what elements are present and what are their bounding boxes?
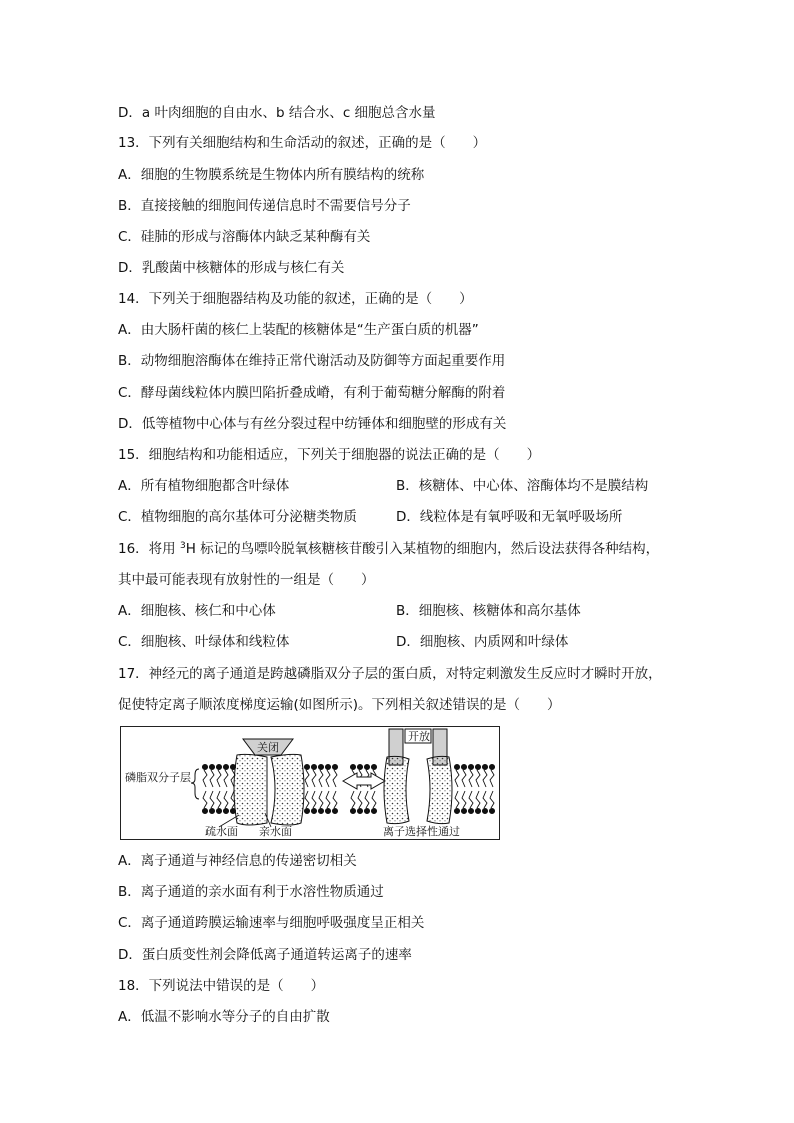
lipid-tail [217,770,221,787]
lipid-tail [365,791,369,808]
q15-option-a: A．所有植物细胞都含叶绿体 [118,478,290,494]
lipid-head [350,808,355,813]
lipid-head [332,764,337,769]
lipid-tail [203,770,207,787]
lipid-tail [217,791,221,808]
q15-option-c: C．植物细胞的高尔基体可分泌糖类物质 [118,509,357,525]
q17-stem-line2: 促使特定离子顺浓度梯度运输(如图所示)。下列相关叙述错误的是（ ） [118,697,561,713]
q18-option-a: A．低温不影响水等分子的自由扩散 [118,1009,330,1025]
q13-option-a: A．细胞的生物膜系统是生物体内所有膜结构的统称 [118,167,425,183]
q14-option-b: B．动物细胞溶酶体在维持正常代谢活动及防御等方面起重要作用 [118,353,506,369]
lipid-tail [305,791,309,808]
open-label: 开放 [408,730,430,743]
q16-stem [118,540,659,558]
q12-option-d: D．a 叶肉细胞的自由水、b 结合水、c 细胞总含水量 [118,105,436,121]
lipid-tail [312,791,316,808]
q15-option-d: D．线粒体是有氧呼吸和无氧呼吸场所 [396,509,623,525]
q17-option-d: D．蛋白质变性剂会降低离子通道转运离子的速率 [118,947,412,963]
lipid-head [318,764,323,769]
lipid-tail [319,791,323,808]
lipid-head [209,764,214,769]
lipid-tail [224,791,228,808]
lipid-tail [210,791,214,808]
q16-option-a: A．细胞核、核仁和中心体 [118,603,276,619]
lipid-head [489,808,494,813]
lipid-head [318,808,323,813]
lipid-head [468,764,473,769]
lipid-tail [462,791,466,808]
lipid-head [364,764,369,769]
q13-option-d: D．乳酸菌中核糖体的形成与核仁有关 [118,260,345,276]
lipid-head [454,808,459,813]
lipid-tail [490,770,494,787]
lipid-head [223,764,228,769]
closed-channel-left-subunit [234,754,267,825]
q13-option-b: B．直接接触的细胞间传递信息时不需要信号分子 [118,198,411,214]
lipid-head [223,808,228,813]
transition-double-arrow [343,773,385,789]
lipid-tail [483,770,487,787]
q15-option-b: B．核糖体、中心体、溶酶体均不是膜结构 [396,478,649,494]
lipid-head [209,808,214,813]
lipid-head [482,808,487,813]
lipid-head [371,808,376,813]
lipid-head [461,764,466,769]
lipid-head [216,808,221,813]
lipid-head [311,764,316,769]
lipid-head [489,764,494,769]
lipid-tail [462,770,466,787]
q17-option-c: C．离子通道跨膜运输速率与细胞呼吸强度呈正相关 [118,915,425,931]
lipid-head [371,764,376,769]
lipid-tail [333,770,337,787]
lipid-head [325,808,330,813]
lipid-tail [455,791,459,808]
lipid-head [332,808,337,813]
lipid-tail [469,770,473,787]
lipid-tail [210,770,214,787]
q13-option-c: C．硅肺的形成与溶酶体内缺乏某种酶有关 [118,229,371,245]
q14-option-d: D．低等植物中心体与有丝分裂过程中纺锤体和细胞壁的形成有关 [118,416,507,432]
lipid-tail [490,791,494,808]
q16-option-d: D．细胞核、内质网和叶绿体 [396,634,569,650]
lipid-tail [319,770,323,787]
lipid-head [357,808,362,813]
bilayer-label: 磷脂双分子层 [125,771,191,784]
lipid-head [350,764,355,769]
q15-stem: 15．细胞结构和功能相适应，下列关于细胞器的说法正确的是（ ） [118,447,541,463]
lipid-head [311,808,316,813]
lipid-tail [333,791,337,808]
q16-stem-post: H 标记的鸟嘌呤脱氧核糖核苷酸引入某植物的细胞内，然后设法获得各种结构， [185,541,660,557]
closed-channel-right-subunit [271,754,304,825]
closed-label: 关闭 [257,741,279,754]
selective-passage-label: 离子选择性通过 [383,825,460,838]
lipid-head [461,808,466,813]
lipid-head [482,764,487,769]
lipid-tail [455,770,459,787]
open-channel [384,729,452,824]
lipid-tail [224,770,228,787]
lipid-head [468,808,473,813]
lipid-tail [305,770,309,787]
lipid-tail [326,791,330,808]
lipid-tail [326,770,330,787]
lipid-tail [476,770,480,787]
lipid-head [202,764,207,769]
q16-isotope-mass: 3 [179,541,186,551]
q17-option-a: A．离子通道与神经信息的传递密切相关 [118,853,357,869]
lipid-tail [351,791,355,808]
q16-option-c: C．细胞核、叶绿体和线粒体 [118,634,290,650]
lipid-head [454,764,459,769]
lipid-head [304,764,309,769]
lipid-head [475,808,480,813]
q16-stem-line2: 其中最可能表现有放射性的一组是（ ） [118,572,375,588]
lipid-head [475,764,480,769]
lipid-tail [476,791,480,808]
lipid-head [202,808,207,813]
q16-option-b: B．细胞核、核糖体和高尔基体 [396,603,581,619]
q13-stem: 13．下列有关细胞结构和生命活动的叙述，正确的是（ ） [118,135,487,151]
q17-stem-line1: 17．神经元的离子通道是跨越磷脂双分子层的蛋白质，对特定刺激发生反应时才瞬时开放， [118,666,662,682]
closed-channel [219,739,304,827]
lipid-head [364,808,369,813]
lipid-tail [469,791,473,808]
q18-stem: 18．下列说法中错误的是（ ） [118,978,325,994]
lipid-head [357,764,362,769]
q14-option-c: C．酵母菌线粒体内膜凹陷折叠成嵴，有利于葡萄糖分解酶的附着 [118,385,506,401]
lipid-head [325,764,330,769]
lipid-head [304,808,309,813]
open-channel-right-subunit [427,756,452,823]
bilayer-brace [191,769,199,799]
hydrophilic-label: 亲水面 [259,825,292,838]
hydrophobic-label: 疏水面 [205,825,238,838]
q14-option-a: A．由大肠杆菌的核仁上装配的核糖体是“生产蛋白质的机器” [118,322,479,338]
ion-channel-figure [120,726,500,840]
lipid-head [216,764,221,769]
lipid-tail [372,791,376,808]
open-channel-left-subunit [384,756,409,823]
q14-stem: 14．下列关于细胞器结构及功能的叙述，正确的是（ ） [118,291,473,307]
lipid-tail [483,791,487,808]
q17-option-b: B．离子通道的亲水面有利于水溶性物质通过 [118,884,384,900]
lipid-tail [203,791,207,808]
q16-stem-pre: 16．将用 [118,541,180,557]
lipid-tail [312,770,316,787]
lipid-tail [358,791,362,808]
